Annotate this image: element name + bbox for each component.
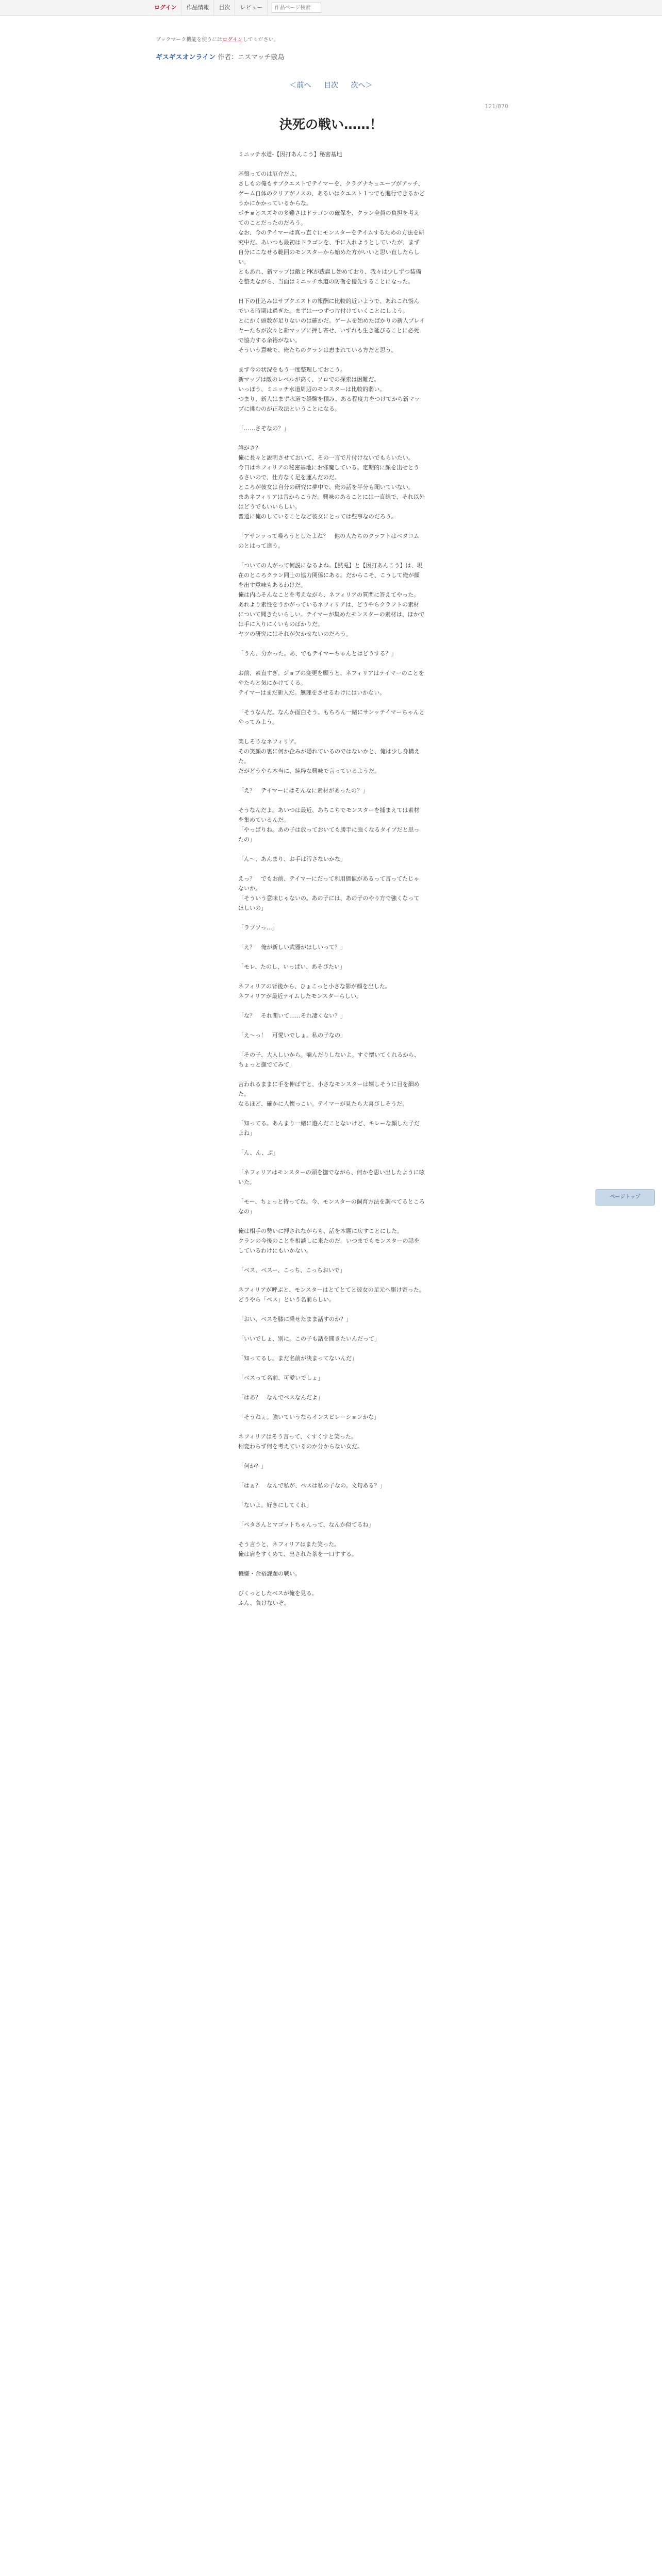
body-paragraph: とにかく頭数が足りないのは確かだ。ゲームを始めたばかりの新人プレイヤーたちが次々と新マップに押し寄せ、いずれも生き延びることに必死で協力する余裕がない。 bbox=[238, 317, 425, 344]
nav-table-of-contents[interactable]: 目次 bbox=[214, 0, 235, 15]
body-paragraph bbox=[238, 727, 425, 737]
body-paragraph: 新マップは敵のレベルが高く、ソロでの探索は困難だ。 bbox=[238, 376, 380, 383]
body-paragraph: 「おい、ベスを膝に乗せたまま話すのか？」 bbox=[238, 1316, 352, 1323]
author-name: ニスマッチ敷島 bbox=[238, 54, 285, 61]
notice-login-link[interactable]: ログイン bbox=[222, 37, 243, 43]
body-paragraph: 「うん、分かった。あ、でもテイマーちゃんとはどうする？」 bbox=[238, 650, 397, 657]
body-paragraph: ヤツの研究にはそれが欠かせないのだろう。 bbox=[238, 631, 352, 637]
body-paragraph: だがどうやら本当に、純粋な興味で言っているようだ。 bbox=[238, 768, 380, 774]
body-paragraph: 「知ってる。あんまり一緒に遊んだことないけど、キレーな顔した子だよね」 bbox=[238, 1120, 420, 1137]
body-paragraph bbox=[238, 698, 425, 707]
body-paragraph: 「……さぞなの？」 bbox=[238, 425, 289, 432]
body-paragraph: まあネフィリアは昔からこうだ。興味のあることには一直線で、それ以外はどうでもいいらしい。 bbox=[238, 494, 425, 510]
body-paragraph: お前、素直すぎ。ジョブの変更を願うと、ネフィリアはテイマーのことをやたらと気にかけてくる。 bbox=[238, 670, 424, 686]
body-paragraph: 俺は内心そんなことを考えながら、ネフィリアの質問に答えてやった。 bbox=[238, 591, 420, 598]
body-paragraph: 「はあ？ なんでベスなんだよ」 bbox=[238, 1394, 323, 1401]
body-paragraph bbox=[238, 414, 425, 423]
body-paragraph bbox=[238, 776, 425, 786]
body-paragraph bbox=[238, 355, 425, 365]
body-paragraph: 言われるままに手を伸ばすと、小さなモンスターは嬉しそうに目を細めた。 bbox=[238, 1081, 420, 1097]
body-paragraph: 普通に俺のしていることなど彼女にとっては些事なのだろう。 bbox=[238, 513, 397, 520]
body-paragraph bbox=[238, 1383, 425, 1393]
body-paragraph bbox=[238, 864, 425, 874]
body-paragraph: 「アサンッって喋ろうとしたよね？ 他の人たちのクラフトはベタコムのとはって違う。 bbox=[238, 533, 420, 549]
body-paragraph bbox=[238, 913, 425, 923]
body-paragraph bbox=[238, 658, 425, 668]
nav-review[interactable]: レビュー bbox=[235, 0, 268, 15]
author-label: 作者： bbox=[218, 54, 238, 61]
body-paragraph bbox=[238, 1402, 425, 1412]
body-paragraph bbox=[238, 1070, 425, 1079]
search-input[interactable] bbox=[272, 3, 321, 13]
body-paragraph bbox=[238, 1579, 425, 1588]
body-paragraph bbox=[238, 1530, 425, 1539]
body-paragraph: えっ？ でもお前、テイマーにだって利用価値があるって言ってたじゃないか。 bbox=[238, 875, 420, 892]
body-paragraph bbox=[238, 639, 425, 649]
body-paragraph: 「ついての人がって何説になるよね。【黙兎】と【因打あんこう】は、現在のところクラン同士の協力関係にある。だからこそ、こうして俺が顔を出す意味もあるわけだ。 bbox=[238, 562, 423, 588]
body-paragraph bbox=[238, 1275, 425, 1285]
body-paragraph: ともあれ、新マップは敵とPKが跋扈し始めており、我々は少しずつ装備を整えながら、当面はミニッチ水道の防衛を優先することになった。 bbox=[238, 268, 422, 285]
notice-suffix: してください。 bbox=[242, 37, 279, 43]
body-paragraph bbox=[238, 1001, 425, 1011]
body-paragraph bbox=[238, 1344, 425, 1353]
body-paragraph bbox=[238, 1256, 425, 1265]
body-paragraph: いっぽう、ミニッチ水道周辺のモンスターは比較的弱い。 bbox=[238, 386, 386, 393]
body-paragraph bbox=[238, 286, 425, 296]
body-paragraph: そういう意味で、俺たちのクランは恵まれている方だと思う。 bbox=[238, 347, 397, 353]
body-paragraph: 「モー、ちょっと待ってね。今、モンスターの飼育方法を調べてるところなの」 bbox=[238, 1198, 425, 1215]
body-paragraph: そう言うと、ネフィリアはまた笑った。 bbox=[238, 1541, 340, 1548]
body-paragraph: 機嫌・余裕課題の戦い。 bbox=[238, 1570, 301, 1577]
body-paragraph bbox=[238, 1216, 425, 1226]
body-paragraph: そうなんだよ。あいつは最近、あちこちでモンスターを捕まえては素材を集めているんだ。 bbox=[238, 807, 420, 823]
body-paragraph bbox=[238, 433, 425, 443]
body-paragraph: 「いいでしょ、別に。この子も話を聞きたいんだって」 bbox=[238, 1335, 380, 1342]
body-paragraph: どうやら「ベス」という名前らしい。 bbox=[238, 1296, 335, 1303]
body-paragraph: 「やっぱりね。あの子は放っておいても勝手に強くなるタイプだと思ったの」 bbox=[238, 826, 420, 843]
body-paragraph: 「ネフィリアはモンスターの頭を撫でながら、何かを思い出したように呟いた。 bbox=[238, 1169, 425, 1185]
nav-work-info[interactable]: 作品情報 bbox=[181, 0, 214, 15]
body-paragraph bbox=[238, 159, 425, 169]
body-paragraph: 「え？ テイマーにはそんなに素材があったの？」 bbox=[238, 787, 369, 794]
body-paragraph bbox=[238, 521, 425, 531]
body-paragraph bbox=[238, 1138, 425, 1148]
body-paragraph: クランの今後のことを相談しに来たのだ。いつまでもモンスターの話をしているわけにもいかない。 bbox=[238, 1238, 420, 1254]
body-paragraph: 「ん～、あんまり、お手は汚さないかな」 bbox=[238, 856, 346, 862]
body-paragraph: ネフィリアの背後から、ひょこっと小さな影が顔を出した。 bbox=[238, 983, 391, 990]
body-paragraph bbox=[238, 1158, 425, 1167]
notice-prefix: ブックマーク機能を使うには bbox=[156, 37, 223, 43]
body-paragraph bbox=[238, 1324, 425, 1334]
body-paragraph: 「な？ それ聞いて……それ凄くない？」 bbox=[238, 1012, 346, 1019]
chapter-title: 決死の戦い……！ bbox=[279, 117, 383, 132]
body-paragraph: テイマーはまだ新人だ。無理をさせるわけにはいかない。 bbox=[238, 689, 386, 696]
body-paragraph bbox=[238, 1471, 425, 1481]
body-paragraph: ところが彼女は自分の研究に夢中で、俺の話を半分も聞いていない。 bbox=[238, 484, 414, 490]
prev-chapter-link[interactable]: ＜前へ bbox=[289, 81, 311, 90]
chapter-navigation bbox=[0, 80, 662, 90]
body-paragraph bbox=[238, 1187, 425, 1197]
bookmark-notice bbox=[156, 35, 279, 43]
body-paragraph: 「そうねぇ。強いていうならインスピレーションかな」 bbox=[238, 1414, 380, 1420]
body-paragraph: 「ペタさんとマゴットちゃんって、なんか似てるね」 bbox=[238, 1521, 374, 1528]
body-paragraph: 「その子、大人しいから。噛んだりしないよ。すぐ懐いてくれるから、ちょっと撫でてみて」 bbox=[238, 1052, 420, 1068]
body-paragraph: 俺は相手の勢いに押されながらも、話を本題に戻すことにした。 bbox=[238, 1228, 403, 1234]
body-paragraph: なるほど、確かに人懐っこい。テイマーが見たら大喜びしそうだ。 bbox=[238, 1100, 408, 1107]
body-paragraph: 「何か？」 bbox=[238, 1463, 267, 1469]
body-paragraph: ポチョとスズキの多難さはドラゴンの確保を、クラン全員の負担を考えてのことだったのだろう。 bbox=[238, 210, 420, 226]
body-paragraph bbox=[238, 795, 425, 805]
body-paragraph: あれより素性をうかがっているネフィリアは、どうやらクラフトの素材について聞きたいらしい。テイマーが集めたモンスターの素材は、ほかでは手に入りにくいものばかりだ。 bbox=[238, 601, 425, 628]
chapter-body bbox=[238, 149, 425, 2576]
body-paragraph: 俺に長々と説明させておいて、その一言で片付けないでもらいたい。 bbox=[238, 454, 414, 461]
body-paragraph: ネフィリアはそう言って、くすくすと笑った。 bbox=[238, 1433, 357, 1440]
body-paragraph bbox=[238, 844, 425, 854]
body-paragraph bbox=[238, 1510, 425, 1520]
body-paragraph bbox=[238, 1109, 425, 1118]
toc-link[interactable]: 目次 bbox=[324, 81, 338, 90]
body-paragraph: 「え〜っ！ 可愛いでしょ。私の子なの」 bbox=[238, 1032, 346, 1039]
top-navigation-bar bbox=[0, 0, 662, 16]
body-paragraph: ミニッチ水道-【因打あんこう】秘密基地 bbox=[238, 151, 342, 158]
body-paragraph: 相変わらず何を考えているのか分からない女だ。 bbox=[238, 1443, 363, 1450]
body-paragraph bbox=[238, 1451, 425, 1461]
page-top-button[interactable]: ページトップ bbox=[595, 1189, 655, 1206]
body-paragraph: さしもの俺もサブクエストでテイマーを、クラグナキュエーブがアッチ、ゲーム自体のクリアがノスの、あるいはクエスト１つでも進行できるかどうかにかかっているからな。 bbox=[238, 180, 425, 207]
body-paragraph: 「ないよ。好きにしてくれ」 bbox=[238, 1502, 312, 1509]
login-link[interactable]: ログイン bbox=[150, 0, 181, 15]
body-paragraph: まず今の状況をもう一度整理しておこう。 bbox=[238, 366, 346, 373]
next-chapter-link[interactable]: 次へ＞ bbox=[351, 81, 373, 90]
body-paragraph: 「そうなんだ。なんか面白そう。もちろん一緒にサンッテイマーちゃんとやってみよう。 bbox=[238, 709, 425, 725]
body-paragraph: びくっとしたベスが俺を見る。 bbox=[238, 1590, 318, 1597]
body-paragraph: ふん、負けないぞ。 bbox=[238, 1600, 290, 1606]
body-paragraph: 「ベスって名前、可愛いでしょ」 bbox=[238, 1375, 324, 1381]
body-paragraph: 日下の仕込みはサブクエストの報酬に比較的近いようで、あれこれ悩んでいる時期は過ぎた。まずは一つずつ片付けていくことにしよう。 bbox=[238, 298, 420, 314]
body-paragraph: 今日はネフィリアの秘密基地にお邪魔している。定期的に顔を出せとうるさいので、仕方なく足を運んだのだ。 bbox=[238, 464, 420, 481]
body-paragraph: ネフィリアが呼ぶと、モンスターはとてとてと彼女の足元へ駆け寄った。 bbox=[238, 1286, 425, 1293]
body-paragraph: 「ラプソっ…」 bbox=[238, 924, 278, 931]
body-paragraph: 「知ってるし。まだ名前が決まってないんだ」 bbox=[238, 1355, 357, 1362]
page-number: 121/870 bbox=[485, 103, 508, 110]
body-paragraph bbox=[238, 1490, 425, 1500]
body-paragraph: 誰がさ？ bbox=[238, 445, 261, 451]
body-paragraph bbox=[238, 933, 425, 942]
body-paragraph: 「はぁ？ なんで私が、ベスは私の子なの。文句ある？」 bbox=[238, 1482, 386, 1489]
body-paragraph: 「モレ、たのし、いっぱい、あそびたい」 bbox=[238, 963, 346, 970]
body-paragraph: 「ベス、ベスー、こっち、こっちおいで」 bbox=[238, 1267, 345, 1274]
body-paragraph: その笑顔の裏に何か企みが隠れているのではないかと、俺は少し身構えた。 bbox=[238, 748, 420, 765]
body-paragraph bbox=[238, 1363, 425, 1373]
body-paragraph: つまり、新人はまず水道で経験を積み、ある程度力をつけてから新マップに挑むのが正攻法ということになる。 bbox=[238, 396, 420, 412]
body-paragraph bbox=[238, 1559, 425, 1569]
body-paragraph bbox=[238, 1422, 425, 1432]
body-paragraph: 楽しそうなネフィリア。 bbox=[238, 738, 300, 745]
body-paragraph bbox=[238, 1021, 425, 1030]
body-paragraph bbox=[238, 1040, 425, 1050]
body-paragraph: 「ん、ん、ぷ」 bbox=[238, 1149, 279, 1156]
breadcrumb bbox=[156, 52, 284, 61]
body-paragraph bbox=[238, 952, 425, 962]
body-paragraph: 「え？ 俺が新しい武器がほしいって？」 bbox=[238, 944, 346, 951]
series-title-link[interactable]: ギスギスオンライン bbox=[156, 54, 216, 61]
body-paragraph bbox=[238, 972, 425, 981]
body-paragraph: なお、今のテイマーは真っ直ぐにモンスターをテイムするための方法を研究中だ。あいつも最初はドラゴンを、手に入れようとしていたが、まず自分にこなせる範囲のモンスターから始めた方がいいと思い直したらしい。 bbox=[238, 229, 425, 265]
body-paragraph: 「そういう意味じゃないの。あの子には、あの子のやり方で強くなってほしいの」 bbox=[238, 895, 420, 911]
body-paragraph: 俺は肩をすくめて、出された茶を一口すする。 bbox=[238, 1551, 357, 1557]
body-paragraph bbox=[238, 1304, 425, 1314]
body-paragraph: ネフィリアが最近テイムしたモンスターらしい。 bbox=[238, 993, 362, 999]
body-paragraph bbox=[238, 551, 425, 561]
body-paragraph: 基盤ってのは厄介だよ。 bbox=[238, 171, 301, 177]
